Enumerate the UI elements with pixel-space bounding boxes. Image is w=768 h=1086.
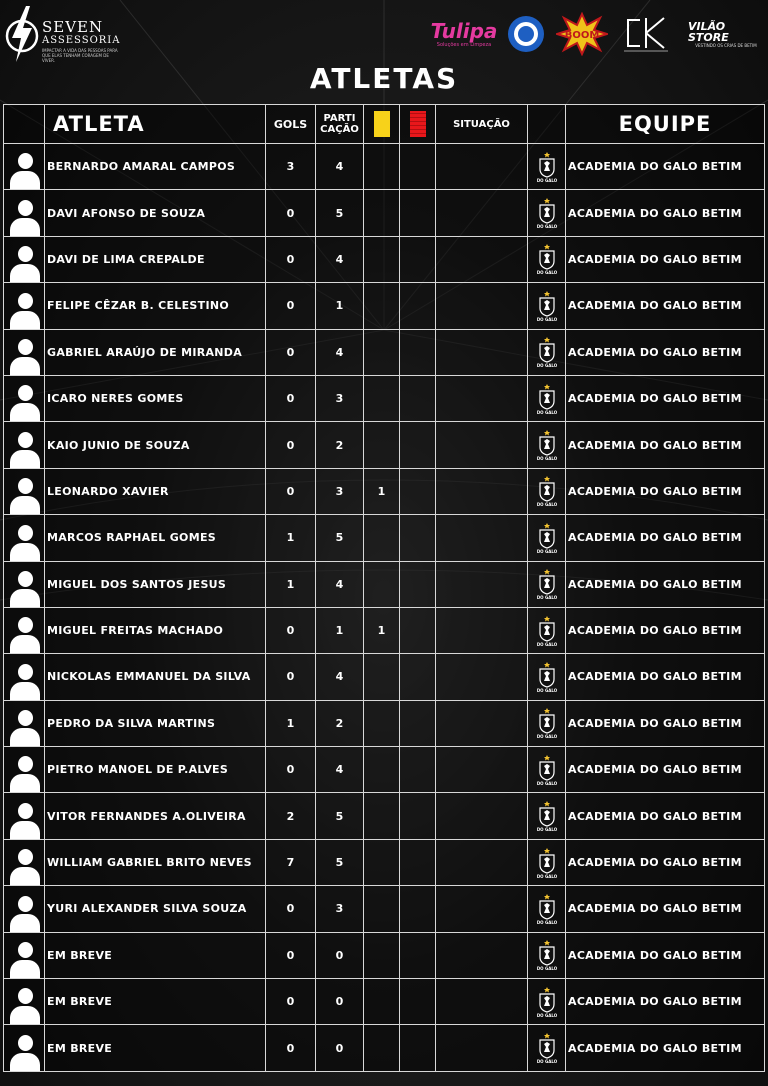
athlete-team: ACADEMIA DO GALO BETIM: [566, 561, 765, 607]
avatar-cell: [4, 886, 45, 932]
athlete-name: ICARO NERES GOMES: [45, 375, 266, 421]
table-row: [4, 561, 765, 607]
team-crest-cell: [528, 144, 566, 190]
table-row: [4, 1025, 765, 1071]
athlete-name: LEONARDO XAVIER: [45, 468, 266, 514]
athlete-name: YURI ALEXANDER SILVA SOUZA: [45, 886, 266, 932]
athlete-red-cards: [400, 979, 436, 1025]
table-row: [4, 283, 765, 329]
table-row: [4, 375, 765, 421]
sponsor-tulipa-name: Tulipa: [430, 19, 498, 43]
athlete-red-cards: [400, 329, 436, 375]
athlete-name: PEDRO DA SILVA MARTINS: [45, 700, 266, 746]
athlete-yellow-cards: [364, 190, 400, 236]
athlete-team: ACADEMIA DO GALO BETIM: [566, 422, 765, 468]
athlete-name: EM BREVE: [45, 932, 266, 978]
athlete-team: ACADEMIA DO GALO BETIM: [566, 468, 765, 514]
table-row: [4, 700, 765, 746]
athlete-red-cards: [400, 283, 436, 329]
athlete-team: ACADEMIA DO GALO BETIM: [566, 329, 765, 375]
athlete-gols: 0: [266, 190, 316, 236]
athlete-participacao: 0: [316, 932, 364, 978]
crest-caption: DO GALO: [536, 919, 557, 925]
athlete-name: EM BREVE: [45, 1025, 266, 1071]
crest-caption: DO GALO: [536, 595, 557, 601]
table-row: [4, 654, 765, 700]
athlete-participacao: 0: [316, 1025, 364, 1071]
academia-do-galo-crest-icon: [536, 197, 558, 229]
athlete-red-cards: [400, 886, 436, 932]
table-row: [4, 932, 765, 978]
athlete-gols: 3: [266, 144, 316, 190]
athlete-red-cards: [400, 144, 436, 190]
page-title: ATLETAS: [309, 62, 459, 95]
avatar-placeholder-icon: [10, 246, 40, 282]
athlete-participacao: 5: [316, 515, 364, 561]
athlete-situacao: [436, 700, 528, 746]
header-participacao-line2: CAÇÃO: [320, 124, 359, 135]
athlete-gols: 0: [266, 1025, 316, 1071]
team-crest-cell: [528, 839, 566, 885]
avatar-cell: [4, 979, 45, 1025]
table-row: [4, 793, 765, 839]
avatar-cell: [4, 283, 45, 329]
team-crest-cell: [528, 329, 566, 375]
crest-caption: DO GALO: [536, 224, 557, 230]
athlete-name: GABRIEL ARAÚJO DE MIRANDA: [45, 329, 266, 375]
avatar-placeholder-icon: [10, 896, 40, 932]
avatar-cell: [4, 375, 45, 421]
athlete-red-cards: [400, 793, 436, 839]
athlete-red-cards: [400, 607, 436, 653]
athlete-situacao: [436, 375, 528, 421]
athlete-gols: 0: [266, 607, 316, 653]
blue-badge-icon: [507, 15, 545, 53]
athlete-yellow-cards: [364, 932, 400, 978]
athlete-yellow-cards: [364, 236, 400, 282]
sponsor-vilao-name: VILÃO STORE: [688, 19, 729, 44]
athlete-yellow-cards: [364, 700, 400, 746]
avatar-placeholder-icon: [10, 525, 40, 561]
header-atleta: ATLETA: [45, 105, 266, 144]
team-crest-cell: [528, 793, 566, 839]
table-row: [4, 468, 765, 514]
athlete-gols: 0: [266, 375, 316, 421]
header-participacao-line1: PARTI: [323, 113, 356, 124]
athlete-team: ACADEMIA DO GALO BETIM: [566, 144, 765, 190]
athlete-yellow-cards: [364, 422, 400, 468]
lightning-bolt-icon: [4, 4, 40, 64]
table-row: [4, 839, 765, 885]
athlete-participacao: 1: [316, 283, 364, 329]
athlete-participacao: 5: [316, 190, 364, 236]
athlete-name: BERNARDO AMARAL CAMPOS: [45, 144, 266, 190]
crest-caption: DO GALO: [536, 1059, 557, 1065]
avatar-cell: [4, 932, 45, 978]
athlete-situacao: [436, 144, 528, 190]
table-header-row: [4, 105, 765, 144]
athlete-yellow-cards: 1: [364, 607, 400, 653]
academia-do-galo-crest-icon: [536, 336, 558, 368]
athlete-yellow-cards: [364, 1025, 400, 1071]
crest-caption: DO GALO: [536, 966, 557, 972]
sponsor-tulipa-sub: Soluções em Limpeza: [436, 42, 492, 48]
crest-caption: DO GALO: [536, 363, 557, 369]
athlete-gols: 1: [266, 515, 316, 561]
athlete-gols: 0: [266, 422, 316, 468]
crest-caption: DO GALO: [536, 502, 557, 508]
athlete-yellow-cards: [364, 375, 400, 421]
avatar-cell: [4, 515, 45, 561]
crest-caption: DO GALO: [536, 780, 557, 786]
athlete-participacao: 0: [316, 979, 364, 1025]
athlete-name: MARCOS RAPHAEL GOMES: [45, 515, 266, 561]
academia-do-galo-crest-icon: [536, 522, 558, 554]
brand-name: SEVEN: [42, 18, 104, 36]
table-row: [4, 236, 765, 282]
athlete-participacao: 4: [316, 561, 364, 607]
athlete-name: KAIO JUNIO DE SOUZA: [45, 422, 266, 468]
athlete-participacao: 3: [316, 375, 364, 421]
ck-monogram-icon: [620, 14, 672, 54]
team-crest-cell: [528, 236, 566, 282]
athlete-situacao: [436, 793, 528, 839]
team-crest-cell: [528, 747, 566, 793]
academia-do-galo-crest-icon: [536, 383, 558, 415]
athlete-name: PIETRO MANOEL DE P.ALVES: [45, 747, 266, 793]
avatar-placeholder-icon: [10, 1035, 40, 1071]
athlete-situacao: [436, 979, 528, 1025]
red-card-icon: [410, 111, 426, 137]
athlete-red-cards: [400, 932, 436, 978]
header-red-card: [400, 105, 436, 144]
athlete-situacao: [436, 654, 528, 700]
header-crest-cell: [528, 105, 566, 144]
sponsor-vilao-sub: VESTINDO OS CRIAS DE BETIM: [695, 42, 757, 48]
avatar-placeholder-icon: [10, 756, 40, 792]
boom-burst-icon: [556, 12, 608, 56]
avatar-placeholder-icon: [10, 339, 40, 375]
table-row: [4, 607, 765, 653]
avatar-cell: [4, 561, 45, 607]
athlete-yellow-cards: [364, 144, 400, 190]
crest-caption: DO GALO: [536, 687, 557, 693]
athlete-gols: 0: [266, 979, 316, 1025]
athlete-yellow-cards: [364, 839, 400, 885]
brand-tagline: IMPACTAR A VIDA DAS PESSOAS PARA QUE ELAS TENHAM CORAGEM DE VIVER.: [42, 48, 118, 63]
athlete-red-cards: [400, 375, 436, 421]
avatar-placeholder-icon: [10, 617, 40, 653]
athlete-gols: 0: [266, 654, 316, 700]
avatar-placeholder-icon: [10, 153, 40, 189]
avatar-placeholder-icon: [10, 200, 40, 236]
athlete-yellow-cards: [364, 979, 400, 1025]
athlete-red-cards: [400, 839, 436, 885]
crest-caption: DO GALO: [536, 548, 557, 554]
athlete-team: ACADEMIA DO GALO BETIM: [566, 979, 765, 1025]
avatar-placeholder-icon: [10, 988, 40, 1024]
table-row: [4, 329, 765, 375]
crest-caption: DO GALO: [536, 1012, 557, 1018]
athlete-yellow-cards: [364, 793, 400, 839]
team-crest-cell: [528, 886, 566, 932]
academia-do-galo-crest-icon: [536, 986, 558, 1018]
athlete-team: ACADEMIA DO GALO BETIM: [566, 283, 765, 329]
table-row: [4, 190, 765, 236]
athlete-yellow-cards: [364, 747, 400, 793]
avatar-cell: [4, 747, 45, 793]
avatar-placeholder-icon: [10, 571, 40, 607]
academia-do-galo-crest-icon: [536, 568, 558, 600]
athlete-situacao: [436, 190, 528, 236]
athlete-team: ACADEMIA DO GALO BETIM: [566, 886, 765, 932]
avatar-cell: [4, 329, 45, 375]
team-crest-cell: [528, 515, 566, 561]
team-crest-cell: [528, 932, 566, 978]
athlete-participacao: 4: [316, 329, 364, 375]
athlete-situacao: [436, 283, 528, 329]
athlete-gols: 0: [266, 329, 316, 375]
team-crest-cell: [528, 979, 566, 1025]
avatar-placeholder-icon: [10, 664, 40, 700]
athlete-participacao: 3: [316, 468, 364, 514]
header-gols: GOLS: [266, 105, 316, 144]
academia-do-galo-crest-icon: [536, 847, 558, 879]
athlete-yellow-cards: [364, 283, 400, 329]
athlete-yellow-cards: [364, 329, 400, 375]
athlete-team: ACADEMIA DO GALO BETIM: [566, 515, 765, 561]
avatar-cell: [4, 236, 45, 282]
academia-do-galo-crest-icon: [536, 800, 558, 832]
sponsor-blue-badge-logo: [506, 12, 546, 56]
athlete-name: MIGUEL FREITAS MACHADO: [45, 607, 266, 653]
table-row: [4, 979, 765, 1025]
table-row: [4, 144, 765, 190]
athlete-gols: 0: [266, 468, 316, 514]
athlete-name: NICKOLAS EMMANUEL DA SILVA: [45, 654, 266, 700]
header-yellow-card: [364, 105, 400, 144]
athlete-red-cards: [400, 654, 436, 700]
athlete-red-cards: [400, 1025, 436, 1071]
academia-do-galo-crest-icon: [536, 429, 558, 461]
athlete-gols: 2: [266, 793, 316, 839]
athlete-team: ACADEMIA DO GALO BETIM: [566, 932, 765, 978]
table-row: [4, 515, 765, 561]
sponsor-tulipa-logo: [428, 12, 500, 56]
athlete-participacao: 4: [316, 236, 364, 282]
crest-caption: DO GALO: [536, 177, 557, 183]
athlete-situacao: [436, 236, 528, 282]
academia-do-galo-crest-icon: [536, 661, 558, 693]
avatar-cell: [4, 422, 45, 468]
athlete-gols: 0: [266, 886, 316, 932]
athlete-situacao: [436, 422, 528, 468]
athlete-participacao: 3: [316, 886, 364, 932]
avatar-cell: [4, 1025, 45, 1071]
table-row: [4, 422, 765, 468]
avatar-placeholder-icon: [10, 293, 40, 329]
athlete-situacao: [436, 468, 528, 514]
team-crest-cell: [528, 375, 566, 421]
athlete-name: FELIPE CÊZAR B. CELESTINO: [45, 283, 266, 329]
avatar-placeholder-icon: [10, 710, 40, 746]
athlete-team: ACADEMIA DO GALO BETIM: [566, 793, 765, 839]
athlete-participacao: 5: [316, 793, 364, 839]
academia-do-galo-crest-icon: [536, 893, 558, 925]
crest-caption: DO GALO: [536, 316, 557, 322]
academia-do-galo-crest-icon: [536, 151, 558, 183]
athlete-situacao: [436, 932, 528, 978]
avatar-cell: [4, 607, 45, 653]
athlete-participacao: 2: [316, 700, 364, 746]
athlete-red-cards: [400, 747, 436, 793]
header-participacao: [316, 105, 364, 144]
athlete-yellow-cards: [364, 515, 400, 561]
athlete-red-cards: [400, 561, 436, 607]
athlete-name: DAVI AFONSO DE SOUZA: [45, 190, 266, 236]
athlete-red-cards: [400, 700, 436, 746]
athlete-situacao: [436, 607, 528, 653]
boom-text: BOOM: [564, 30, 600, 41]
avatar-placeholder-icon: [10, 385, 40, 421]
athlete-participacao: 2: [316, 422, 364, 468]
athlete-participacao: 4: [316, 747, 364, 793]
academia-do-galo-crest-icon: [536, 1032, 558, 1064]
athlete-situacao: [436, 747, 528, 793]
team-crest-cell: [528, 190, 566, 236]
academia-do-galo-crest-icon: [536, 939, 558, 971]
athlete-name: EM BREVE: [45, 979, 266, 1025]
team-crest-cell: [528, 1025, 566, 1071]
brand-sub: ASSESSORIA: [42, 35, 121, 46]
athlete-red-cards: [400, 236, 436, 282]
academia-do-galo-crest-icon: [536, 707, 558, 739]
header-avatar-cell: [4, 105, 45, 144]
team-crest-cell: [528, 607, 566, 653]
athlete-situacao: [436, 329, 528, 375]
crest-caption: DO GALO: [536, 873, 557, 879]
academia-do-galo-crest-icon: [536, 475, 558, 507]
team-crest-cell: [528, 561, 566, 607]
avatar-cell: [4, 468, 45, 514]
crest-caption: DO GALO: [536, 456, 557, 462]
academia-do-galo-crest-icon: [536, 615, 558, 647]
seven-assessoria-logo: [4, 4, 121, 64]
crest-caption: DO GALO: [536, 409, 557, 415]
crest-caption: DO GALO: [536, 827, 557, 833]
athlete-gols: 0: [266, 236, 316, 282]
header-situacao: SITUAÇÃO: [436, 105, 528, 144]
athlete-participacao: 4: [316, 144, 364, 190]
athlete-team: ACADEMIA DO GALO BETIM: [566, 607, 765, 653]
athlete-name: VITOR FERNANDES A.OLIVEIRA: [45, 793, 266, 839]
athlete-gols: 1: [266, 700, 316, 746]
athlete-team: ACADEMIA DO GALO BETIM: [566, 700, 765, 746]
table-row: [4, 886, 765, 932]
team-crest-cell: [528, 700, 566, 746]
athlete-situacao: [436, 886, 528, 932]
athlete-gols: 0: [266, 283, 316, 329]
athlete-yellow-cards: 1: [364, 468, 400, 514]
athletes-table: [3, 104, 765, 1072]
avatar-cell: [4, 144, 45, 190]
athlete-situacao: [436, 839, 528, 885]
header-equipe: EQUIPE: [566, 105, 765, 144]
athlete-team: ACADEMIA DO GALO BETIM: [566, 747, 765, 793]
crest-caption: DO GALO: [536, 641, 557, 647]
avatar-placeholder-icon: [10, 478, 40, 514]
avatar-placeholder-icon: [10, 803, 40, 839]
athlete-situacao: [436, 1025, 528, 1071]
athlete-team: ACADEMIA DO GALO BETIM: [566, 839, 765, 885]
athlete-situacao: [436, 561, 528, 607]
athlete-red-cards: [400, 468, 436, 514]
athlete-participacao: 5: [316, 839, 364, 885]
athlete-red-cards: [400, 422, 436, 468]
avatar-cell: [4, 793, 45, 839]
athlete-gols: 1: [266, 561, 316, 607]
athlete-yellow-cards: [364, 561, 400, 607]
team-crest-cell: [528, 468, 566, 514]
athlete-team: ACADEMIA DO GALO BETIM: [566, 1025, 765, 1071]
yellow-card-icon: [374, 111, 390, 137]
sponsor-boom-logo: [556, 12, 608, 56]
athlete-gols: 0: [266, 932, 316, 978]
avatar-placeholder-icon: [10, 849, 40, 885]
athlete-name: WILLIAM GABRIEL BRITO NEVES: [45, 839, 266, 885]
athlete-gols: 0: [266, 747, 316, 793]
academia-do-galo-crest-icon: [536, 290, 558, 322]
athlete-red-cards: [400, 190, 436, 236]
athlete-team: ACADEMIA DO GALO BETIM: [566, 375, 765, 421]
academia-do-galo-crest-icon: [536, 754, 558, 786]
athlete-situacao: [436, 515, 528, 561]
athlete-participacao: 4: [316, 654, 364, 700]
athlete-participacao: 1: [316, 607, 364, 653]
athlete-team: ACADEMIA DO GALO BETIM: [566, 236, 765, 282]
athlete-gols: 7: [266, 839, 316, 885]
athlete-name: DAVI DE LIMA CREPALDE: [45, 236, 266, 282]
athlete-yellow-cards: [364, 886, 400, 932]
avatar-placeholder-icon: [10, 942, 40, 978]
sponsor-ck-logo: [620, 12, 672, 56]
avatar-cell: [4, 839, 45, 885]
avatar-cell: [4, 190, 45, 236]
team-crest-cell: [528, 422, 566, 468]
athlete-name: MIGUEL DOS SANTOS JESUS: [45, 561, 266, 607]
avatar-cell: [4, 654, 45, 700]
table-row: [4, 747, 765, 793]
team-crest-cell: [528, 654, 566, 700]
avatar-cell: [4, 700, 45, 746]
athlete-team: ACADEMIA DO GALO BETIM: [566, 654, 765, 700]
sponsor-vilao-store-logo: [688, 12, 764, 56]
academia-do-galo-crest-icon: [536, 243, 558, 275]
team-crest-cell: [528, 283, 566, 329]
crest-caption: DO GALO: [536, 734, 557, 740]
athlete-team: ACADEMIA DO GALO BETIM: [566, 190, 765, 236]
athlete-red-cards: [400, 515, 436, 561]
crest-caption: DO GALO: [536, 270, 557, 276]
athlete-yellow-cards: [364, 654, 400, 700]
avatar-placeholder-icon: [10, 432, 40, 468]
